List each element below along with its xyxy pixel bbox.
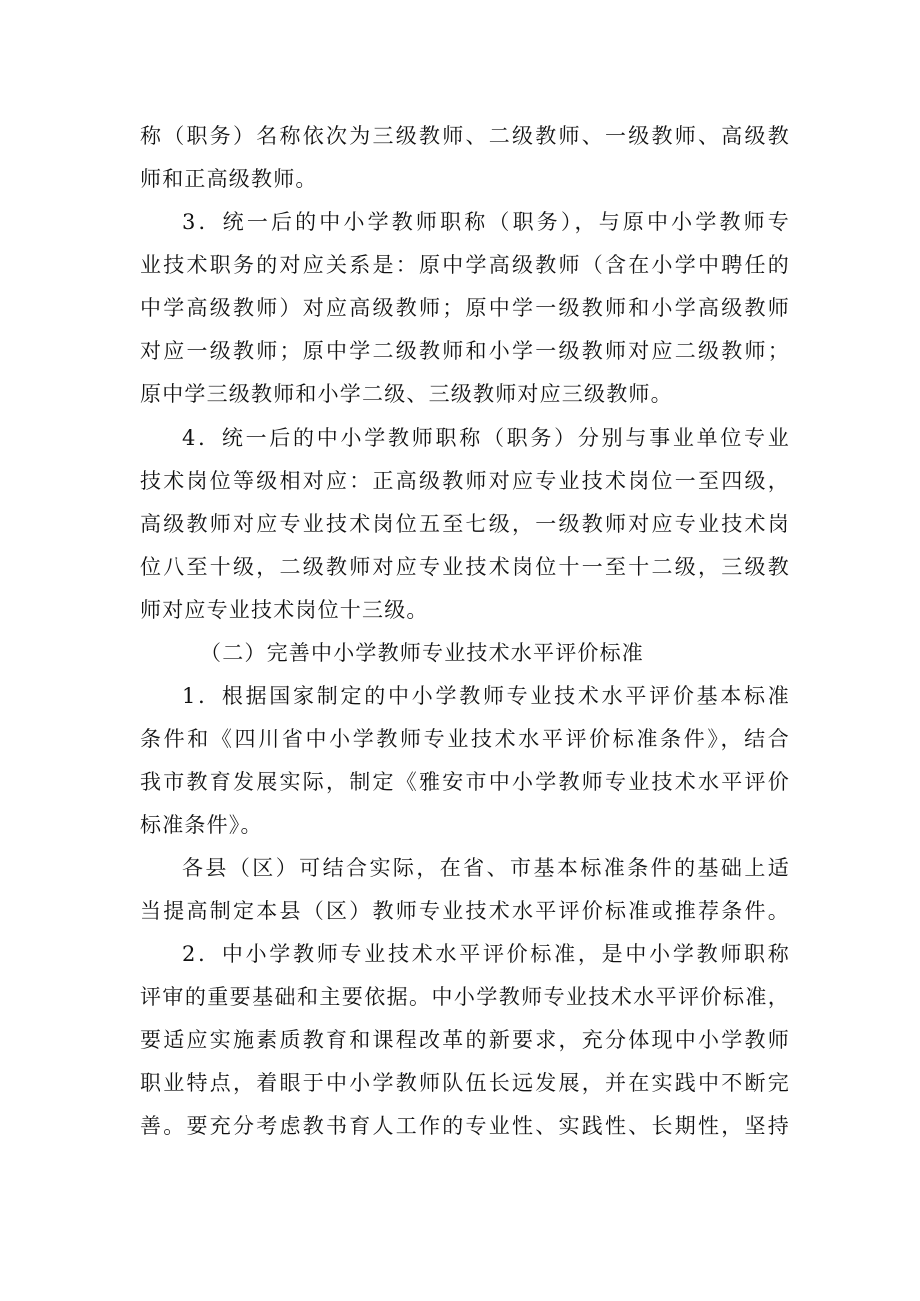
paragraph-line: 位八至十级，二级教师对应专业技术岗位十一至十二级，三级教 — [140, 555, 790, 579]
paragraph-line: 高级教师对应专业技术岗位五至七级，一级教师对应专业技术岗 — [140, 512, 790, 536]
paragraph-line: 原中学三级教师和小学二级、三级教师对应三级教师。 — [140, 382, 673, 406]
paragraph-line: 中学高级教师）对应高级教师；原中学一级教师和小学高级教师 — [140, 296, 790, 320]
paragraph-line: 各县（区）可结合实际，在省、市基本标准条件的基础上适 — [182, 856, 790, 880]
paragraph-line: 4．统一后的中小学教师职称（职务）分别与事业单位专业 — [182, 426, 790, 450]
section-heading: （二）完善中小学教师专业技术水平评价标准 — [200, 641, 644, 665]
paragraph-line: 1．根据国家制定的中小学教师专业技术水平评价基本标准 — [182, 684, 790, 708]
paragraph-line: 对应一级教师；原中学二级教师和小学一级教师对应二级教师； — [140, 339, 790, 363]
paragraph-line: 师和正高级教师。 — [140, 167, 318, 191]
paragraph-line: 业技术职务的对应关系是：原中学高级教师（含在小学中聘任的 — [140, 253, 790, 277]
paragraph-line: 职业特点，着眼于中小学教师队伍长远发展，并在实践中不断完 — [140, 1071, 790, 1095]
paragraph-line: 2．中小学教师专业技术水平评价标准，是中小学教师职称 — [182, 942, 790, 966]
paragraph-line: 我市教育发展实际，制定《雅安市中小学教师专业技术水平评价 — [140, 770, 790, 794]
paragraph-line: 要适应实施素质教育和课程改革的新要求，充分体现中小学教师 — [140, 1028, 790, 1052]
paragraph-line: 当提高制定本县（区）教师专业技术水平评价标准或推荐条件。 — [140, 899, 790, 923]
paragraph-line: 称（职务）名称依次为三级教师、二级教师、一级教师、高级教 — [140, 124, 790, 148]
paragraph-line: 师对应专业技术岗位十三级。 — [140, 598, 429, 622]
paragraph-line: 技术岗位等级相对应：正高级教师对应专业技术岗位一至四级， — [140, 469, 790, 493]
paragraph-line: 善。要充分考虑教书育人工作的专业性、实践性、长期性，坚持 — [140, 1114, 790, 1138]
paragraph-line: 条件和《四川省中小学教师专业技术水平评价标准条件》，结合 — [140, 727, 790, 751]
paragraph-line: 3．统一后的中小学教师职称（职务），与原中小学教师专 — [182, 210, 790, 234]
paragraph-line: 评审的重要基础和主要依据。中小学教师专业技术水平评价标准， — [140, 985, 790, 1009]
paragraph-line: 标准条件》。 — [140, 813, 263, 837]
